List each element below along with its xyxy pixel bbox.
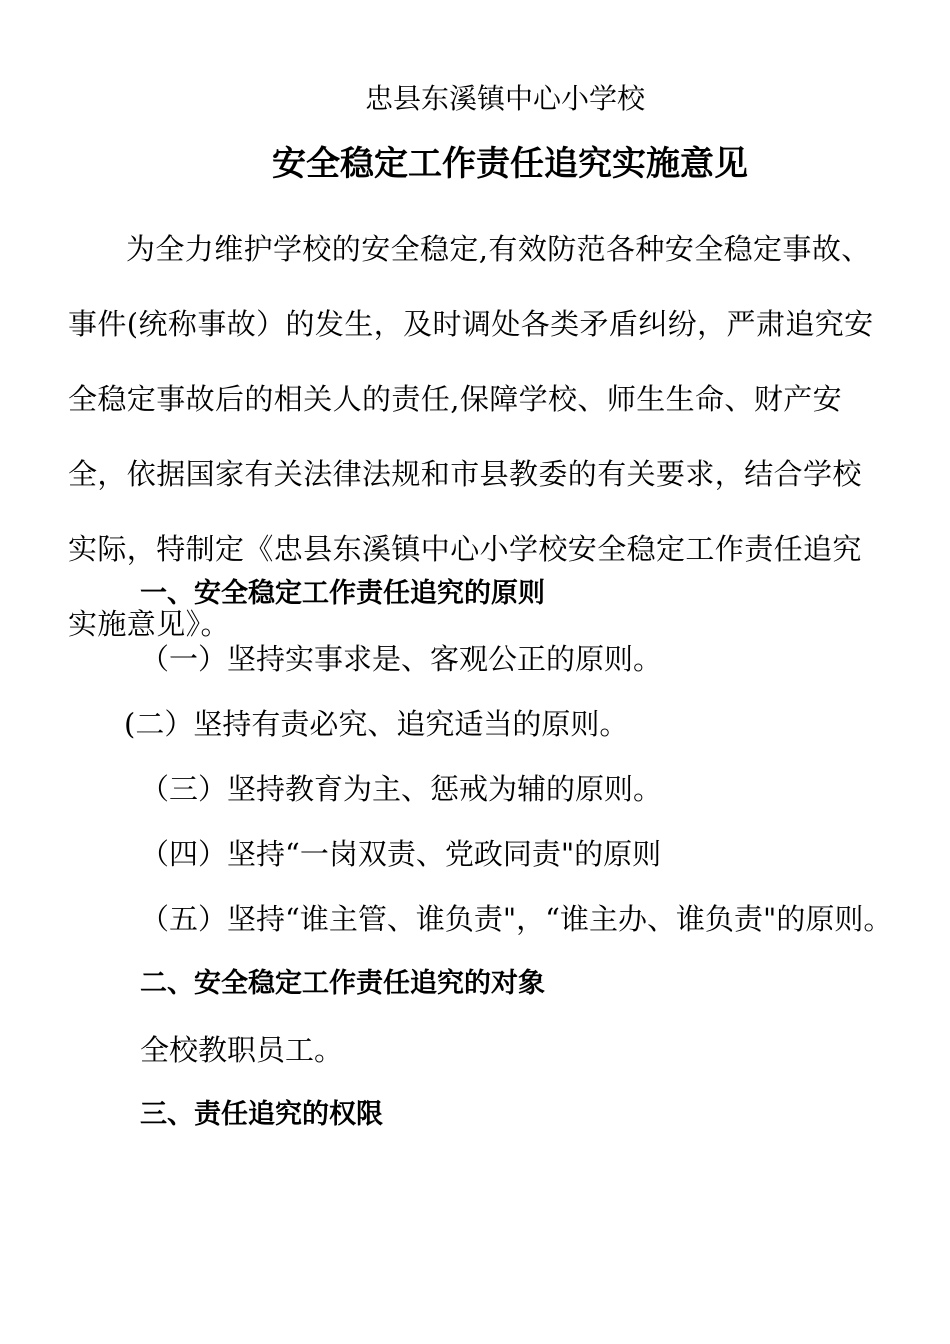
principle-item-2: (二）坚持有责必究、追究适当的原则。 (124, 707, 629, 741)
section-heading-targets: 二、安全稳定工作责任追究的对象 (140, 968, 545, 999)
intro-paragraph: 为全力维护学校的安全稳定,有效防范各种安全稳定事故、事件(统称事故）的发生，及时调处各类矛盾纠纷，严肃追究安全稳定事故后的相关人的责任,保障学校、师生生命、财产安全，依据国家有关法律法规和市县教委的有关要求，结合学校实际，特制定《忠县东溪镇中心小学校安全稳定工作责任追究实施意见》。 (68, 232, 874, 641)
section-heading-authority: 三、责任追究的权限 (140, 1099, 383, 1130)
section-targets-body: 全校教职员工。 (140, 1033, 344, 1067)
section-heading-principles: 一、安全稳定工作责任追究的原则 (140, 578, 545, 609)
principle-item-1: （一）坚持实事求是、客观公正的原则。 (140, 642, 663, 676)
document-title: 安全稳定工作责任追究实施意见 (272, 144, 748, 184)
principle-item-3: （三）坚持教育为主、惩戒为辅的原则。 (140, 772, 663, 806)
principle-item-4: （四）坚持“一岗双责、党政同责"的原则 (140, 837, 662, 871)
school-name: 忠县东溪镇中心小学校 (364, 82, 645, 115)
principle-item-5: （五）坚持“谁主管、谁负责"，“谁主办、谁负责"的原则。 (140, 902, 893, 936)
